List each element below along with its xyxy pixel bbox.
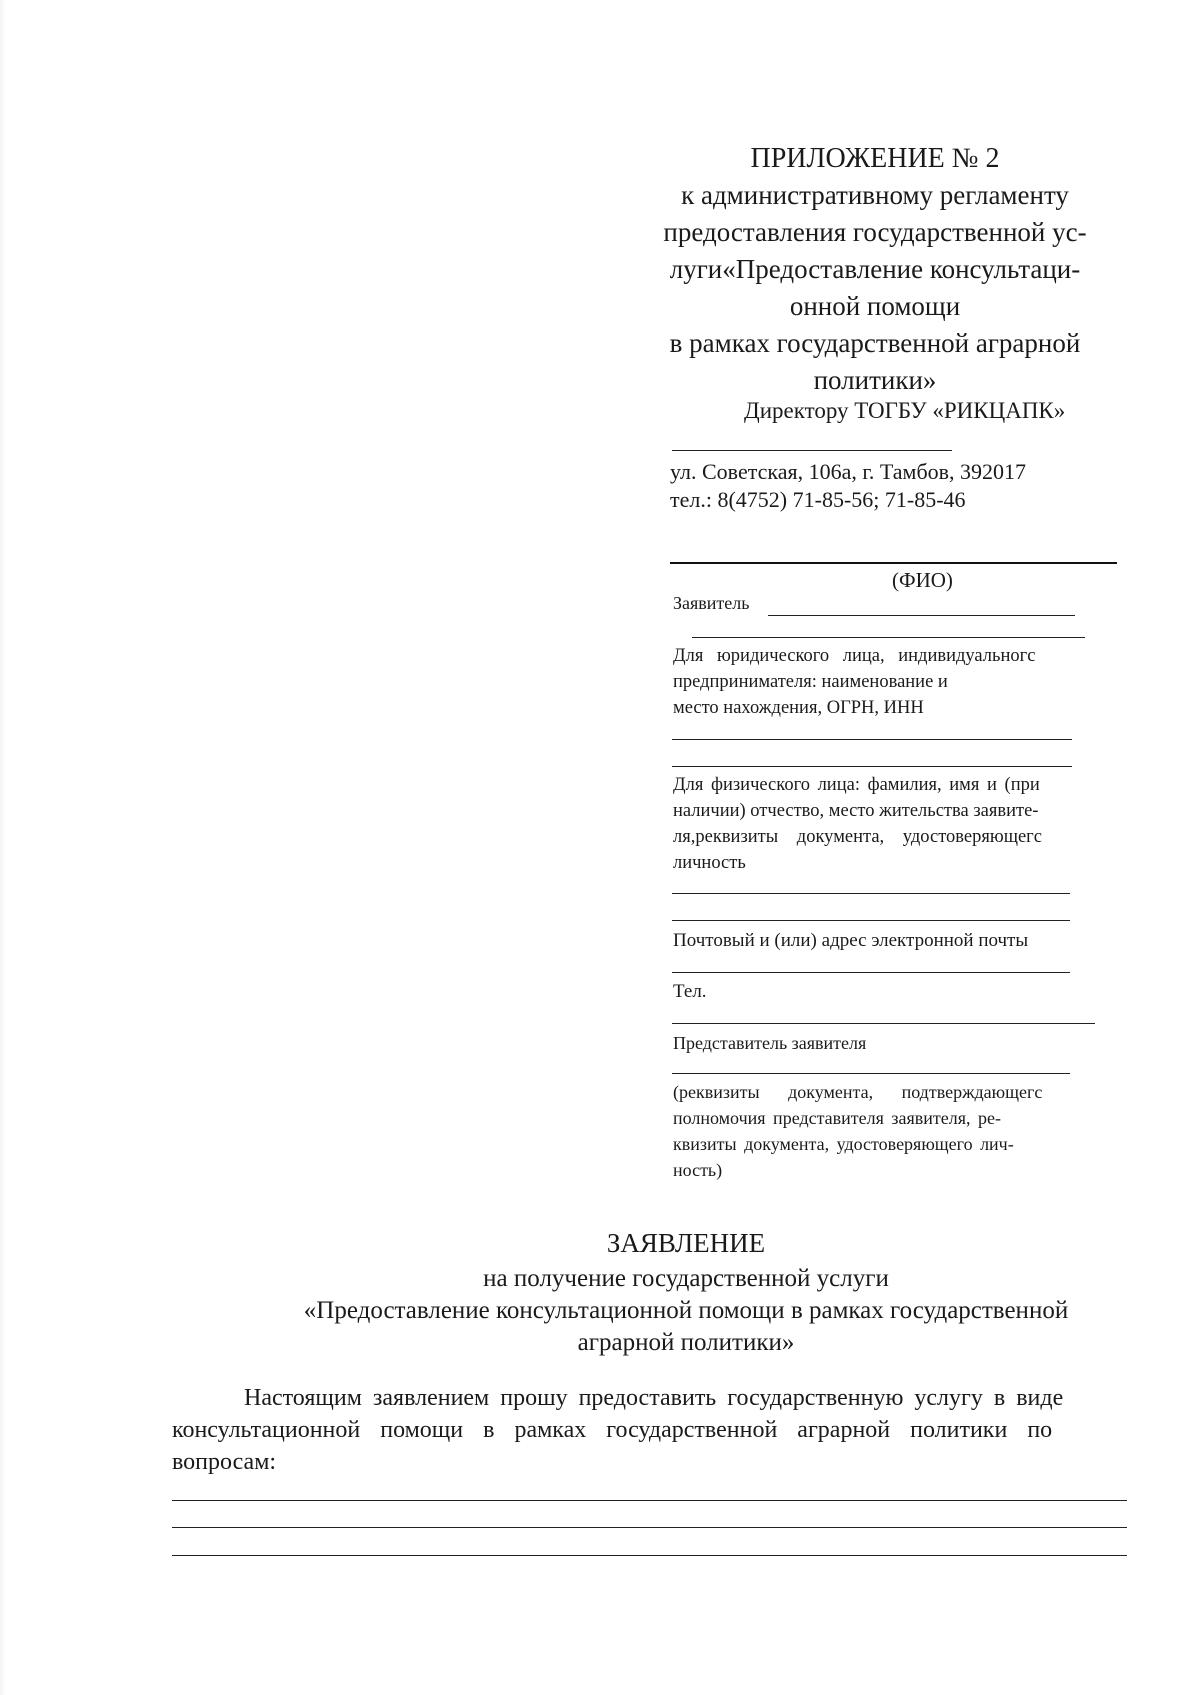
recipient-address: ул. Советская, 106а, г. Тамбов, 392017 — [670, 459, 1027, 484]
applicant-label: Заявитель — [673, 593, 750, 613]
statement-body-line: вопросам: — [172, 1449, 277, 1475]
legal-entity-line: место нахождения, ОГРН, ИНН — [673, 698, 924, 718]
representative-docs-line: полномочия представителя заявителя, ре- — [673, 1108, 1002, 1128]
individual-line-1 — [672, 893, 1070, 894]
answer-line-1 — [172, 1500, 1127, 1501]
statement-body-line: консультационной помощи в рамках государственной аграрной политики по — [172, 1417, 1053, 1443]
individual-block — [673, 772, 1120, 876]
individual-line: ля,реквизиты документа, удостоверяющегс — [673, 827, 1042, 847]
statement-title: ЗАЯВЛЕНИЕ — [606, 1228, 766, 1258]
answer-line-2 — [172, 1527, 1127, 1528]
statement-subtitle: на получение государственной услуги — [483, 1265, 889, 1292]
postal-label: Почтовый и (или) адрес электронной почты — [673, 930, 1029, 951]
annex-header — [640, 140, 1110, 399]
annex-line: луги«Предоставление консультаци- — [669, 254, 1081, 284]
annex-line: в рамках государственной аграрной — [669, 328, 1081, 358]
individual-line-2 — [672, 920, 1070, 921]
signature-line — [672, 450, 952, 451]
fio-line — [670, 562, 1117, 564]
representative-line — [672, 1073, 1070, 1074]
scan-edge — [0, 0, 6, 1695]
statement-service-line: аграрной политики» — [577, 1329, 795, 1356]
representative-docs-line: ность) — [673, 1160, 723, 1180]
recipient-address-block — [670, 458, 1026, 514]
representative-docs-line: (реквизиты документа, подтверждающегс — [673, 1082, 1043, 1102]
statement-service-line: «Предоставление консультационной помощи в рамках государственной — [303, 1297, 1069, 1324]
individual-line: наличии) отчество, место жительства заявите- — [673, 801, 1039, 821]
representative-docs-line: квизиты документа, удостоверяющего лич- — [673, 1134, 1014, 1154]
postal-line — [672, 972, 1070, 973]
annex-line: политики» — [813, 365, 937, 395]
annex-line: онной помощи — [789, 291, 961, 321]
annex-heading: ПРИЛОЖЕНИЕ № 2 — [750, 143, 1000, 174]
legal-entity-line: Для юридического лица, индивидуальногс — [673, 646, 1036, 666]
annex-line: к административному регламенту — [681, 180, 1069, 210]
answer-line-3 — [172, 1555, 1127, 1556]
applicant-line-2 — [692, 637, 1085, 638]
fio-label: (ФИО) — [892, 568, 953, 592]
individual-line: личность — [673, 853, 746, 873]
statement-body — [172, 1382, 1127, 1478]
annex-line: предоставления государственной ус- — [663, 217, 1087, 247]
legal-entity-block — [673, 643, 1120, 721]
representative-label: Представитель заявителя — [673, 1033, 867, 1053]
recipient-phone: тел.: 8(4752) 71-85-56; 71-85-46 — [670, 487, 966, 512]
legal-entity-line-1 — [672, 739, 1072, 740]
individual-line: Для физического лица: фамилия, имя и (при — [673, 775, 1040, 795]
applicant-line — [768, 615, 1075, 616]
legal-entity-line-2 — [672, 766, 1072, 767]
phone-label: Тел. — [673, 981, 707, 1002]
representative-docs-block — [673, 1079, 1120, 1183]
phone-line — [672, 1023, 1095, 1024]
statement-body-line: Настоящим заявлением прошу предоставить государственную услугу в виде — [244, 1385, 1064, 1411]
legal-entity-line: предпринимателя: наименование и — [673, 672, 948, 692]
director-line: Директору ТОГБУ «РИКЦАПК» — [744, 398, 1066, 423]
